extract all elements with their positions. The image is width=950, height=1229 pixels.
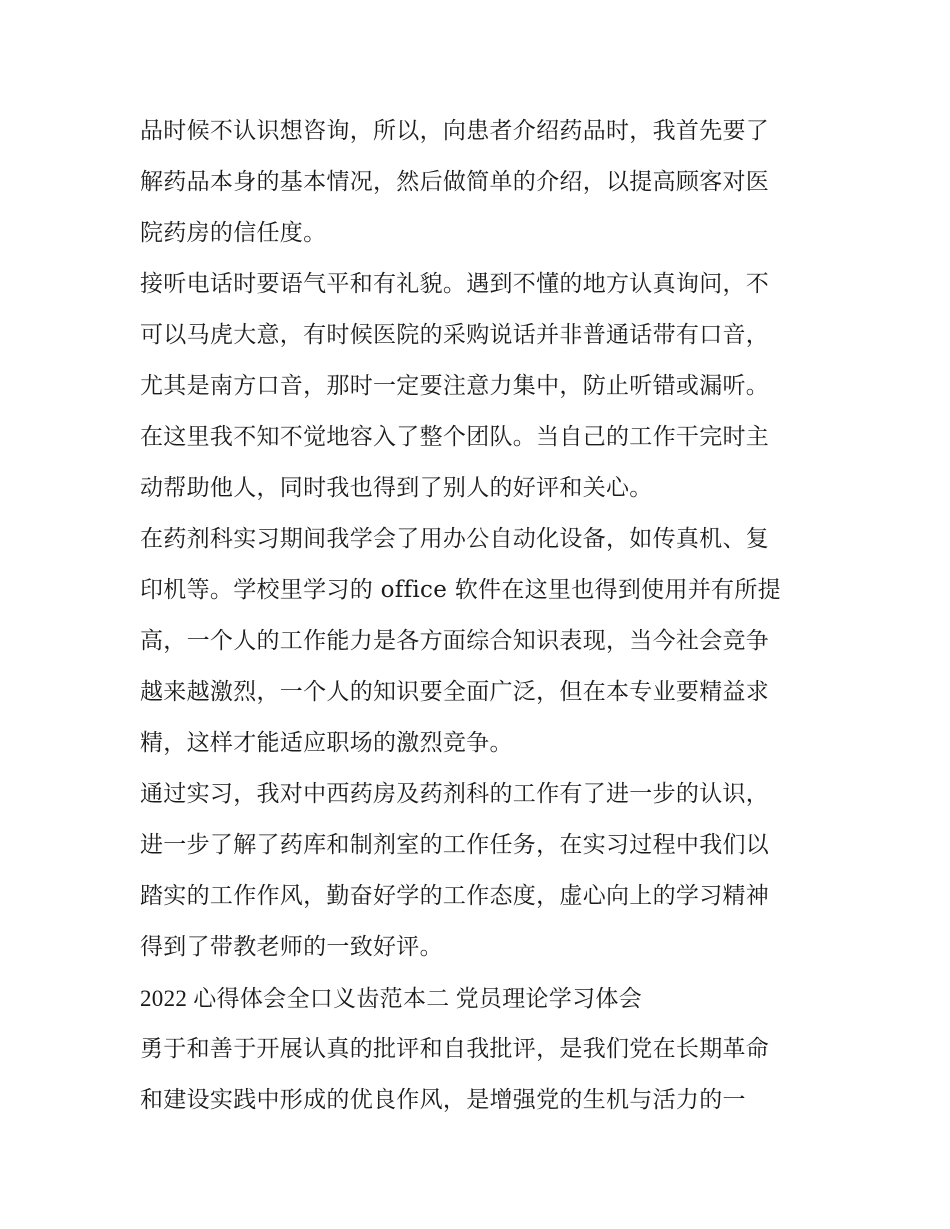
paragraph-line: 院药房的信任度。 — [140, 220, 327, 246]
paragraph-line: 踏实的工作作风，勤奋好学的工作态度，虚心向上的学习精神 — [140, 883, 770, 909]
paragraph-line: 越来越激烈，一个人的知识要全面广泛，但在本专业要精益求 — [140, 679, 770, 705]
paragraph-line: 动帮助他人，同时我也得到了别人的好评和关心。 — [140, 475, 653, 501]
paragraph-line: 得到了带教老师的一致好评。 — [140, 934, 443, 960]
paragraph-line: 解药品本身的基本情况，然后做简单的介绍，以提高顾客对医 — [140, 169, 770, 195]
paragraph-line: 接听电话时要语气平和有礼貌。遇到不懂的地方认真询问，不 — [140, 271, 770, 297]
paragraph-line: 高，一个人的工作能力是各方面综合知识表现，当今社会竞争 — [140, 628, 770, 654]
paragraph-line: 通过实习，我对中西药房及药剂科的工作有了进一步的认识， — [140, 781, 770, 807]
paragraph-line: 尤其是南方口音，那时一定要注意力集中，防止听错或漏听。 — [140, 373, 770, 399]
paragraph-line: 品时候不认识想咨询，所以，向患者介绍药品时，我首先要了 — [140, 118, 770, 144]
paragraph-line: 在这里我不知不觉地容入了整个团队。当自己的工作干完时主 — [140, 424, 770, 450]
paragraph-line: 和建设实践中形成的优良作风，是增强党的生机与活力的一 — [140, 1087, 746, 1113]
paragraph-line: 可以马虎大意，有时候医院的采购说话并非普通话带有口音， — [140, 322, 770, 348]
document-body — [140, 106, 815, 1126]
paragraph-line: 精，这样才能适应职场的激烈竞争。 — [140, 730, 513, 756]
section-heading: 2022 心得体会全口义齿范本二 党员理论学习体会 — [140, 986, 642, 1011]
paragraph-line: 在药剂科实习期间我学会了用办公自动化设备，如传真机、复 — [140, 526, 770, 552]
paragraph-line: 进一步了解了药库和制剂室的工作任务，在实习过程中我们以 — [140, 832, 770, 858]
paragraph-line: 勇于和善于开展认真的批评和自我批评，是我们党在长期革命 — [140, 1036, 770, 1062]
paragraph-line: 印机等。学校里学习的 office 软件在这里也得到使用并有所提 — [140, 577, 781, 603]
